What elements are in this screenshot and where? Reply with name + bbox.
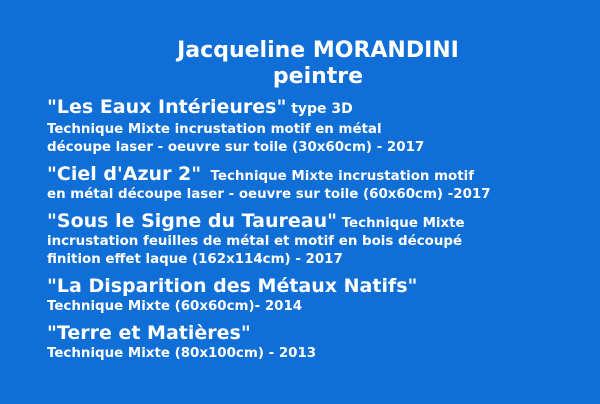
works-list bbox=[47, 95, 587, 368]
work-item bbox=[47, 95, 587, 157]
work-description: Technique Mixte incrustation motif en métal bbox=[47, 122, 382, 137]
artist-role: peintre bbox=[272, 64, 364, 89]
work-title: "La Disparition des Métaux Natifs" bbox=[47, 275, 418, 297]
work-title-line bbox=[47, 274, 587, 298]
work-title-line bbox=[47, 209, 587, 233]
work-item bbox=[47, 162, 587, 204]
work-title: "Terre et Matières" bbox=[47, 322, 251, 344]
work-description: incrustation feuilles de métal et motif en bois découpé bbox=[47, 234, 463, 249]
work-description: Technique Mixte (60x60cm)- 2014 bbox=[47, 299, 303, 314]
work-description-inline: Technique Mixte incrustation motif bbox=[201, 169, 475, 184]
work-title-line bbox=[47, 321, 587, 345]
work-description: finition effet laque (162x114cm) - 2017 bbox=[47, 252, 343, 267]
work-title-line bbox=[47, 162, 587, 186]
work-type: type 3D bbox=[286, 101, 353, 117]
work-item bbox=[47, 321, 587, 363]
artist-name: Jacqueline MORANDINI bbox=[177, 38, 459, 63]
work-description: découpe laser - oeuvre sur toile (30x60cm) - 2017 bbox=[47, 140, 425, 155]
work-description-inline: Technique Mixte bbox=[337, 216, 465, 231]
work-description: en métal découpe laser - oeuvre sur toile (60x60cm) -2017 bbox=[47, 187, 491, 202]
work-title: "Sous le Signe du Taureau" bbox=[47, 210, 338, 232]
work-title: "Ciel d'Azur 2" bbox=[47, 163, 202, 185]
work-item bbox=[47, 209, 587, 269]
work-title-line bbox=[47, 95, 587, 121]
work-title: "Les Eaux Intérieures" bbox=[47, 96, 287, 118]
header bbox=[0, 38, 600, 90]
work-description: Technique Mixte (80x100cm) - 2013 bbox=[47, 346, 317, 361]
work-item bbox=[47, 274, 587, 316]
